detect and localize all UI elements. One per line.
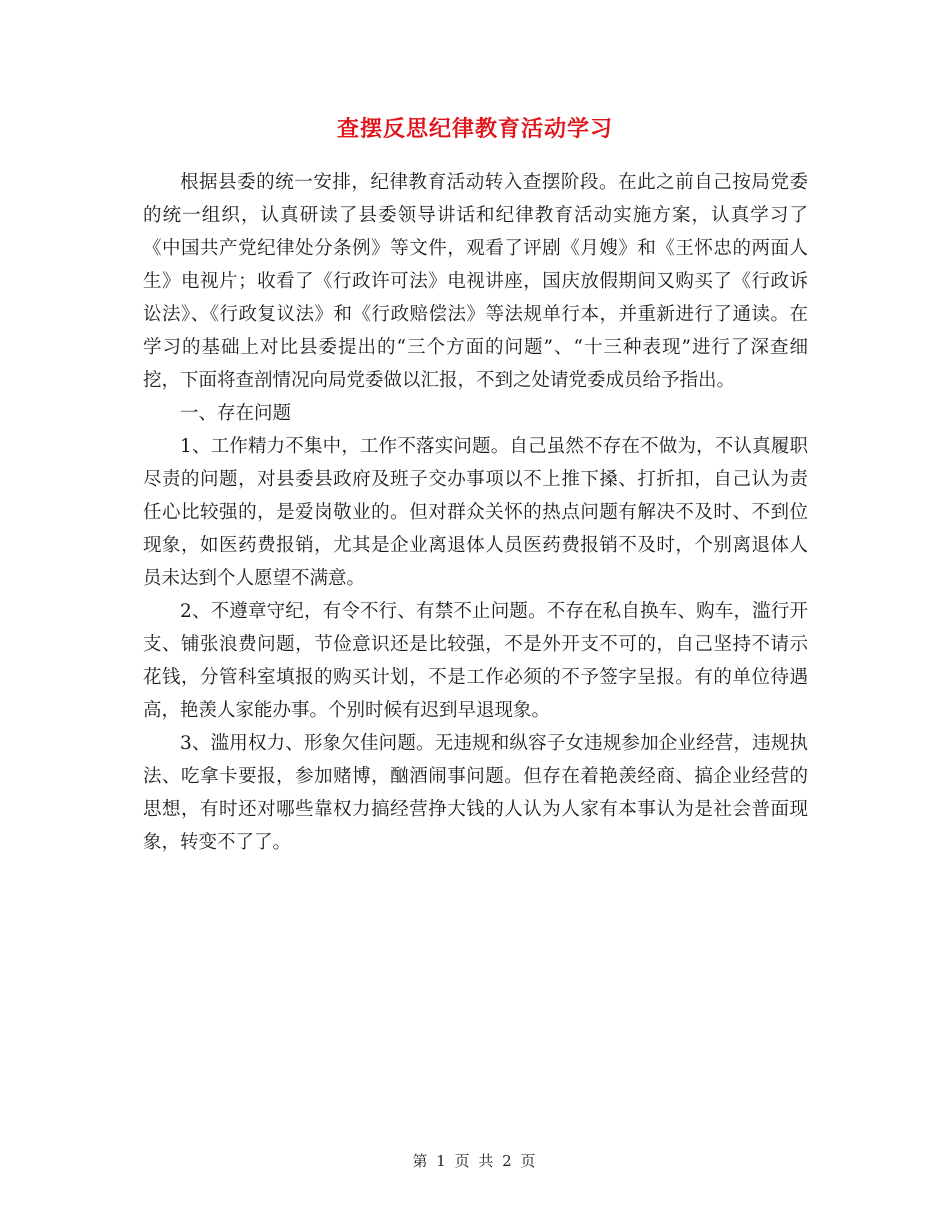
paragraph-intro: 根据县委的统一安排，纪律教育活动转入查摆阶段。在此之前自己按局党委的统一组织，认真研读了县委领导讲话和纪律教育活动实施方案，认真学习了《中国共产党纪律处分条例》等文件，观看了评剧《月嫂》和《王怀忠的两面人生》电视片；收看了《行政许可法》电视讲座，国庆放假期间又购买了《行政诉讼法》、《行政复议法》和《行政赔偿法》等法规单行本，并重新进行了通读。在学习的基础上对比县委提出的“三个方面的问题”、“十三种表现”进行了深查细挖，下面将查剖情况向局党委做以汇报，不到之处请党委成员给予指出。 (143, 172, 808, 391)
paragraph-problem-2: 2、不遵章守纪，有令不行、有禁不止问题。不存在私自换车、购车，滥行开支、铺张浪费问题，节俭意识还是比较强，不是外开支不可的，自己坚持不请示花钱，分管科室填报的购买计划，不是工作必须的不予签字呈报。有的单位待遇高，艳羡人家能办事。个别时候有迟到早退现象。 (143, 601, 808, 721)
paragraph-problem-1: 1、工作精力不集中，工作不落实问题。自己虽然不存在不做为，不认真履职尽责的问题，对县委县政府及班子交办事项以不上推下搡、打折扣，自己认为责任心比较强的，是爱岗敬业的。但对群众关怀的热点问题有解决不及时、不到位现象，如医药费报销，尤其是企业离退体人员医药费报销不及时，个别离退体人员未达到个人愿望不满意。 (143, 436, 808, 589)
paragraph-problem-3: 3、滥用权力、形象欠佳问题。无违规和纵容子女违规参加企业经营，违规执法、吃拿卡要报，参加赌博，酗酒闹事问题。但存在着艳羡经商、搞企业经营的思想，有时还对哪些靠权力搞经营挣大钱的人认为人家有本事认为是社会普面现象，转变不了了。 (143, 733, 808, 853)
document-body (143, 166, 808, 859)
document-title: 查摆反思纪律教育活动学习 (336, 116, 613, 142)
section-heading-problems: 一、存在问题 (180, 403, 292, 424)
page-footer: 第 1 页 共 2 页 (412, 1152, 538, 1170)
